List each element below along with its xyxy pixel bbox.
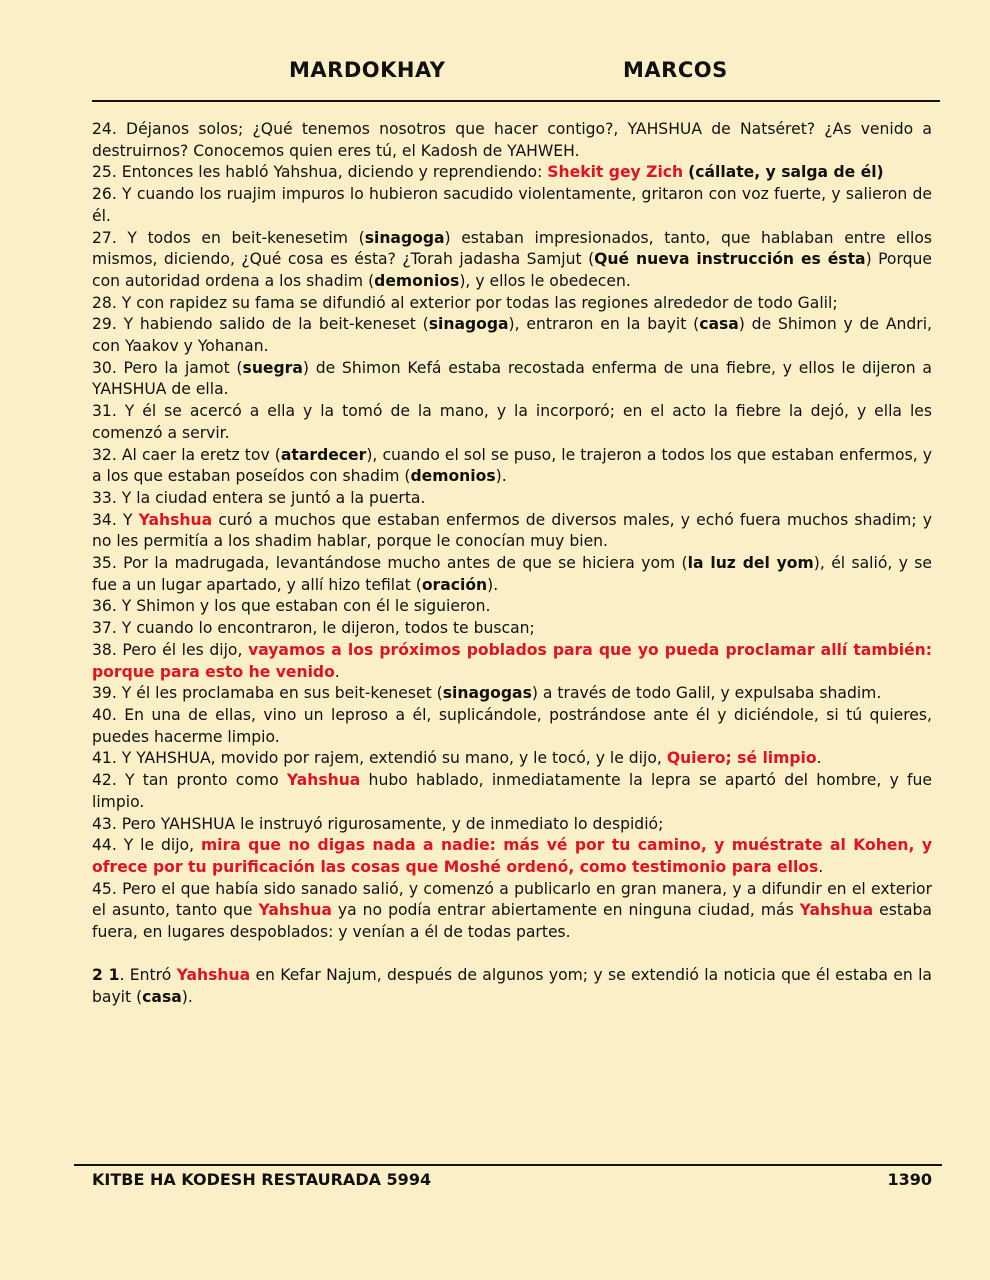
verse-red-emphasis: Yahshua — [176, 966, 251, 985]
verse-text: hubo hablado, inmediatamente la lepra se apartó del hombre, y fue limpio. — [92, 771, 932, 811]
verse-red-emphasis: Yahshua — [138, 510, 213, 529]
verse — [92, 510, 932, 553]
verse-text: 36. Y Shimon y los que estaban con él le siguieron. — [92, 597, 491, 616]
verse — [92, 119, 932, 162]
verse-bold-term: Qué nueva instrucción es ésta — [594, 250, 866, 269]
verse-bold-term: sinagogas — [442, 684, 532, 703]
verse — [92, 488, 932, 510]
verse — [92, 184, 932, 227]
verse-text: en Kefar Najum, después de algunos yom; y se extendió la noticia que él estaba en la bayit ( — [92, 966, 932, 1007]
verse — [92, 770, 932, 813]
verse-text: ), cuando el sol se puso, le trajeron a todos los que estaban enfermos, y a los que estaban poseídos con shadim ( — [92, 445, 932, 486]
verse-red-emphasis: Yahshua — [258, 901, 332, 920]
verse-text: ) de Shimon y de Andri, con Yaakov y Yohanan. — [92, 315, 932, 356]
verse — [92, 879, 932, 944]
verse-text: . — [334, 662, 340, 681]
verse — [92, 162, 932, 184]
verse-text: 41. Y YAHSHUA, movido por rajem, extendió su mano, y le tocó, y le dijo, — [92, 749, 667, 768]
verse-text: 34. Y — [92, 510, 139, 529]
verse-text: 35. Por la madrugada, levantándose mucho antes de que se hiciera yom ( — [92, 554, 688, 573]
footer-book-title: KITBE HA KODESH RESTAURADA 5994 — [92, 1170, 432, 1189]
page-header — [92, 58, 940, 90]
verse-text: 31. Y él se acercó a ella y la tomó de la mano, y la incorporó; en el acto la fiebre la dejó, y ella les comenzó a servir. — [92, 402, 932, 442]
verse-text: 43. Pero YAHSHUA le instruyó rigurosamente, y de inmediato lo despidió; — [92, 814, 664, 833]
verse-red-emphasis: vayamos a los próximos poblados para que yo pueda proclamar allí también: porque para esto he venido — [92, 640, 932, 681]
verse-text: 28. Y con rapidez su fama se difundió al exterior por todas las regiones alrededor de todo Galil; — [92, 293, 838, 312]
verse-text: curó a muchos que estaban enfermos de diversos males, y echó fuera muchos shadim; y no les permitía a los shadim hablar, porque le conocían muy bien. — [92, 510, 932, 551]
verse — [92, 401, 932, 444]
verse-text: ) Porque con autoridad ordena a los shadim ( — [92, 250, 932, 290]
verse-bold-term: sinagoga — [364, 228, 445, 247]
header-divider — [92, 100, 940, 102]
verse-bold-term: suegra — [242, 358, 303, 377]
header-left-title: MARDOKHAY — [289, 58, 446, 82]
verse-text: estaba fuera, en lugares despoblados: y venían a él de todas partes. — [92, 901, 932, 942]
verse — [92, 683, 932, 705]
verse-text: 33. Y la ciudad entera se juntó a la puerta. — [92, 488, 426, 507]
verse — [92, 553, 932, 596]
verse-red-emphasis: mira que no digas nada a nadie: más vé por tu camino, y muéstrate al Kohen, y ofrece por tu purificación las cosas que Moshé ordenó, como testimonio para ellos — [92, 836, 933, 876]
verse-text: 26. Y cuando los ruajim impuros lo hubieron sacudido violentamente, gritaron con voz fuerte, y salieron de él. — [92, 185, 932, 225]
verse-red-emphasis: Quiero; sé limpio — [666, 749, 817, 768]
verse-bold-term: la luz del yom — [687, 554, 814, 573]
verse-text: ) a través de todo Galil, y expulsaba shadim. — [531, 684, 882, 703]
verse-bold-term: oración — [421, 575, 488, 594]
verse-text: 24. Déjanos solos; ¿Qué tenemos nosotros que hacer contigo?, YAHSHUA de Natséret? ¿As venido a destruirnos? Conocemos quien eres tú, el Kadosh de YAHWEH. — [92, 120, 932, 160]
verse-text: 44. Y le dijo, — [92, 836, 201, 855]
verse-red-emphasis: Yahshua — [799, 901, 874, 920]
verse — [92, 358, 932, 401]
verse-bold-term: sinagoga — [428, 315, 509, 334]
verse-text: 29. Y habiendo salido de la beit-keneset ( — [92, 315, 429, 334]
verse-red-emphasis: Yahshua — [286, 771, 361, 790]
header-right-title: MARCOS — [623, 58, 728, 82]
verse-bold-term: demonios — [410, 467, 496, 486]
verse-bold-term: atardecer — [280, 445, 367, 464]
page-footer — [92, 1170, 932, 1194]
verse-text: 30. Pero la jamot ( — [92, 358, 243, 377]
verse-text: 45. Pero el que había sido sanado salió, y comenzó a publicarlo en gran manera, y a difundir en el exterior el asunto, tanto que — [92, 879, 932, 920]
verse — [92, 228, 932, 293]
verse-text: ) estaban impresionados, tanto, que hablaban entre ellos mismos, diciendo, ¿Qué cosa es ésta? ¿Torah jadasha Samjut ( — [92, 228, 932, 269]
verse-text: . — [818, 857, 824, 876]
verse-bold-term: 2 1 — [92, 966, 120, 985]
verse-bold-term: casa — [142, 988, 182, 1007]
verse — [92, 445, 932, 488]
verse — [92, 814, 932, 836]
verse-text: ), y ellos le obedecen. — [459, 271, 631, 290]
verse-text: 38. Pero él les dijo, — [92, 640, 249, 659]
verse-text: 25. Entonces les habló Yahshua, diciendo y reprendiendo: — [92, 163, 548, 182]
verse-red-emphasis: Shekit gey Zich — [547, 163, 684, 182]
verse-text-body — [92, 119, 932, 1009]
page-number: 1390 — [887, 1170, 932, 1189]
verse-text: 39. Y él les proclamaba en sus beit-keneset ( — [92, 684, 443, 703]
verse-text: ). — [487, 575, 499, 594]
verse — [92, 705, 932, 748]
verse — [92, 618, 932, 640]
verse — [92, 293, 932, 315]
verse — [92, 314, 932, 357]
verse — [92, 748, 932, 770]
verse-text: ). — [181, 988, 193, 1007]
verse-text: ), él salió, y se fue a un lugar apartado, y allí hizo tefilat ( — [92, 554, 933, 594]
verse-text: 40. En una de ellas, vino un leproso a él, suplicándole, postrándose ante él y diciéndole, si tú quieres, puedes hacerme limpio. — [92, 705, 932, 746]
verse-bold-term: casa — [699, 315, 739, 334]
verse-text: ). — [495, 467, 507, 486]
verse — [92, 596, 932, 618]
verse-text: . Entró — [119, 966, 177, 985]
verse-text: 37. Y cuando lo encontraron, le dijeron, todos te buscan; — [92, 619, 535, 638]
verse-text: ) de Shimon Kefá estaba recostada enferma de una fiebre, y ellos le dijeron a YAHSHUA de ella. — [92, 358, 932, 399]
verse-text: 32. Al caer la eretz tov ( — [92, 445, 281, 464]
verse-text: ), entraron en la bayit ( — [508, 315, 700, 334]
verse-bold-term: (cállate, y salga de él) — [688, 163, 884, 182]
verse-text: 42. Y tan pronto como — [92, 771, 287, 790]
footer-divider — [74, 1164, 942, 1166]
verse-text: . — [816, 749, 822, 768]
verse-bold-term: demonios — [374, 271, 460, 290]
verse — [92, 965, 932, 1008]
verse-text: ya no podía entrar abiertamente en ninguna ciudad, más — [331, 901, 800, 920]
verse — [92, 640, 932, 683]
verse — [92, 835, 932, 878]
verse-text: 27. Y todos en beit-kenesetim ( — [92, 228, 365, 247]
